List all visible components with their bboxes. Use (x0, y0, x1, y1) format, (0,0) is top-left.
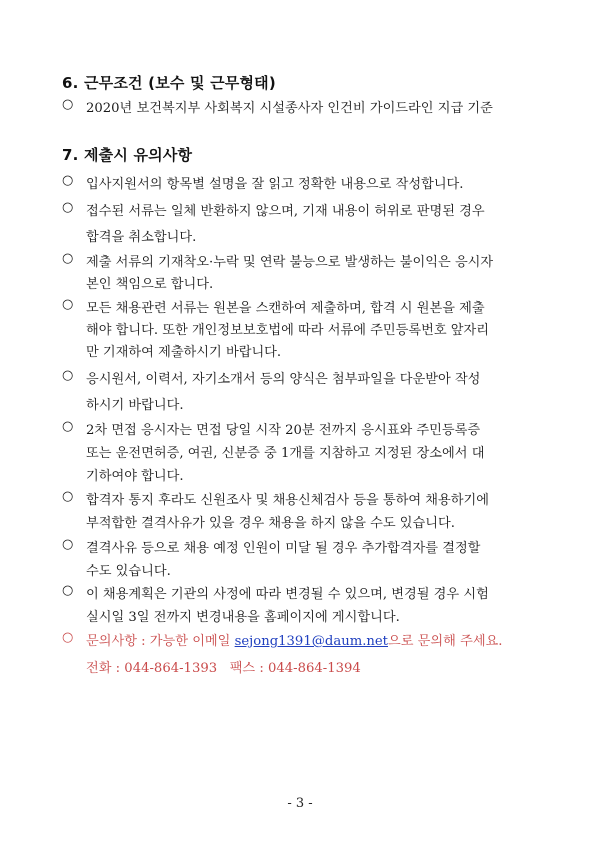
item-line: 2차 면접 응시자는 면접 당일 시작 20분 전까지 응시표와 주민등록증 (86, 423, 481, 438)
contact-suffix: 으로 문의해 주세요. (388, 634, 503, 649)
circle-bullet-icon: ○ (62, 173, 74, 188)
section-6-heading: 6. 근무조건 (보수 및 근무형태) (62, 74, 276, 92)
circle-bullet-icon: ○ (62, 251, 74, 266)
section-7-heading: 7. 제출시 유의사항 (62, 146, 193, 164)
item-line: 실시일 3일 전까지 변경내용을 홈페이지에 게시합니다. (86, 610, 400, 625)
contact-prefix: 문의사항 : 가능한 이메일 (86, 634, 235, 649)
phone-fax-line: 전화 : 044-864-1393 팩스 : 044-864-1394 (86, 661, 361, 676)
circle-bullet-icon: ○ (62, 368, 74, 383)
item-line: 기하여야 합니다. (86, 469, 184, 484)
circle-bullet-icon: ○ (62, 297, 74, 312)
item-line: 제출 서류의 기재착오·누락 및 연락 불능으로 발생하는 불이익은 응시자 (86, 255, 494, 270)
contact-line (86, 630, 503, 649)
email-link[interactable]: sejong1391@daum.net (234, 634, 388, 649)
item-line: 응시원서, 이력서, 자기소개서 등의 양식은 첨부파일을 다운받아 작성 (86, 372, 481, 387)
circle-bullet-icon: ○ (62, 489, 74, 504)
circle-bullet-icon: ○ (62, 630, 74, 645)
item-line: 모든 채용관련 서류는 원본을 스캔하여 제출하며, 합격 시 원본을 제출 (86, 301, 485, 316)
circle-bullet-icon: ○ (62, 419, 74, 434)
circle-bullet-icon: ○ (62, 200, 74, 215)
item-line: 이 채용계획은 기관의 사정에 따라 변경될 수 있으며, 변경될 경우 시험 (86, 587, 489, 602)
item-line: 입사지원서의 항목별 설명을 잘 읽고 정확한 내용으로 작성합니다. (86, 177, 464, 192)
item-line: 본인 책임으로 합니다. (86, 277, 214, 292)
item-line: 하시기 바랍니다. (86, 398, 184, 413)
item-line: 만 기재하여 제출하시기 바랍니다. (86, 345, 282, 360)
circle-bullet-icon: ○ (62, 97, 74, 112)
item-line: 부적합한 결격사유가 있을 경우 채용을 하지 않을 수도 있습니다. (86, 516, 455, 531)
circle-bullet-icon: ○ (62, 537, 74, 552)
circle-bullet-icon: ○ (62, 583, 74, 598)
item-line: 해야 합니다. 또한 개인정보보호법에 따라 서류에 주민등록번호 앞자리 (86, 323, 489, 338)
item-line: 합격자 통지 후라도 신원조사 및 채용신체검사 등을 통하여 채용하기에 (86, 493, 489, 508)
item-line: 결격사유 등으로 채용 예정 인원이 미달 될 경우 추가합격자를 결정할 (86, 541, 481, 556)
page-number: - 3 - (287, 796, 313, 811)
item-line: 수도 있습니다. (86, 564, 171, 579)
item-line: 또는 운전면허증, 여권, 신분증 중 1개를 지참하고 지정된 장소에서 대 (86, 446, 485, 461)
item-line: 2020년 보건복지부 사회복지 시설종사자 인건비 가이드라인 지급 기준 (86, 101, 493, 116)
item-line: 합격을 취소합니다. (86, 230, 197, 245)
item-line: 접수된 서류는 일체 반환하지 않으며, 기재 내용이 허위로 판명된 경우 (86, 204, 485, 219)
